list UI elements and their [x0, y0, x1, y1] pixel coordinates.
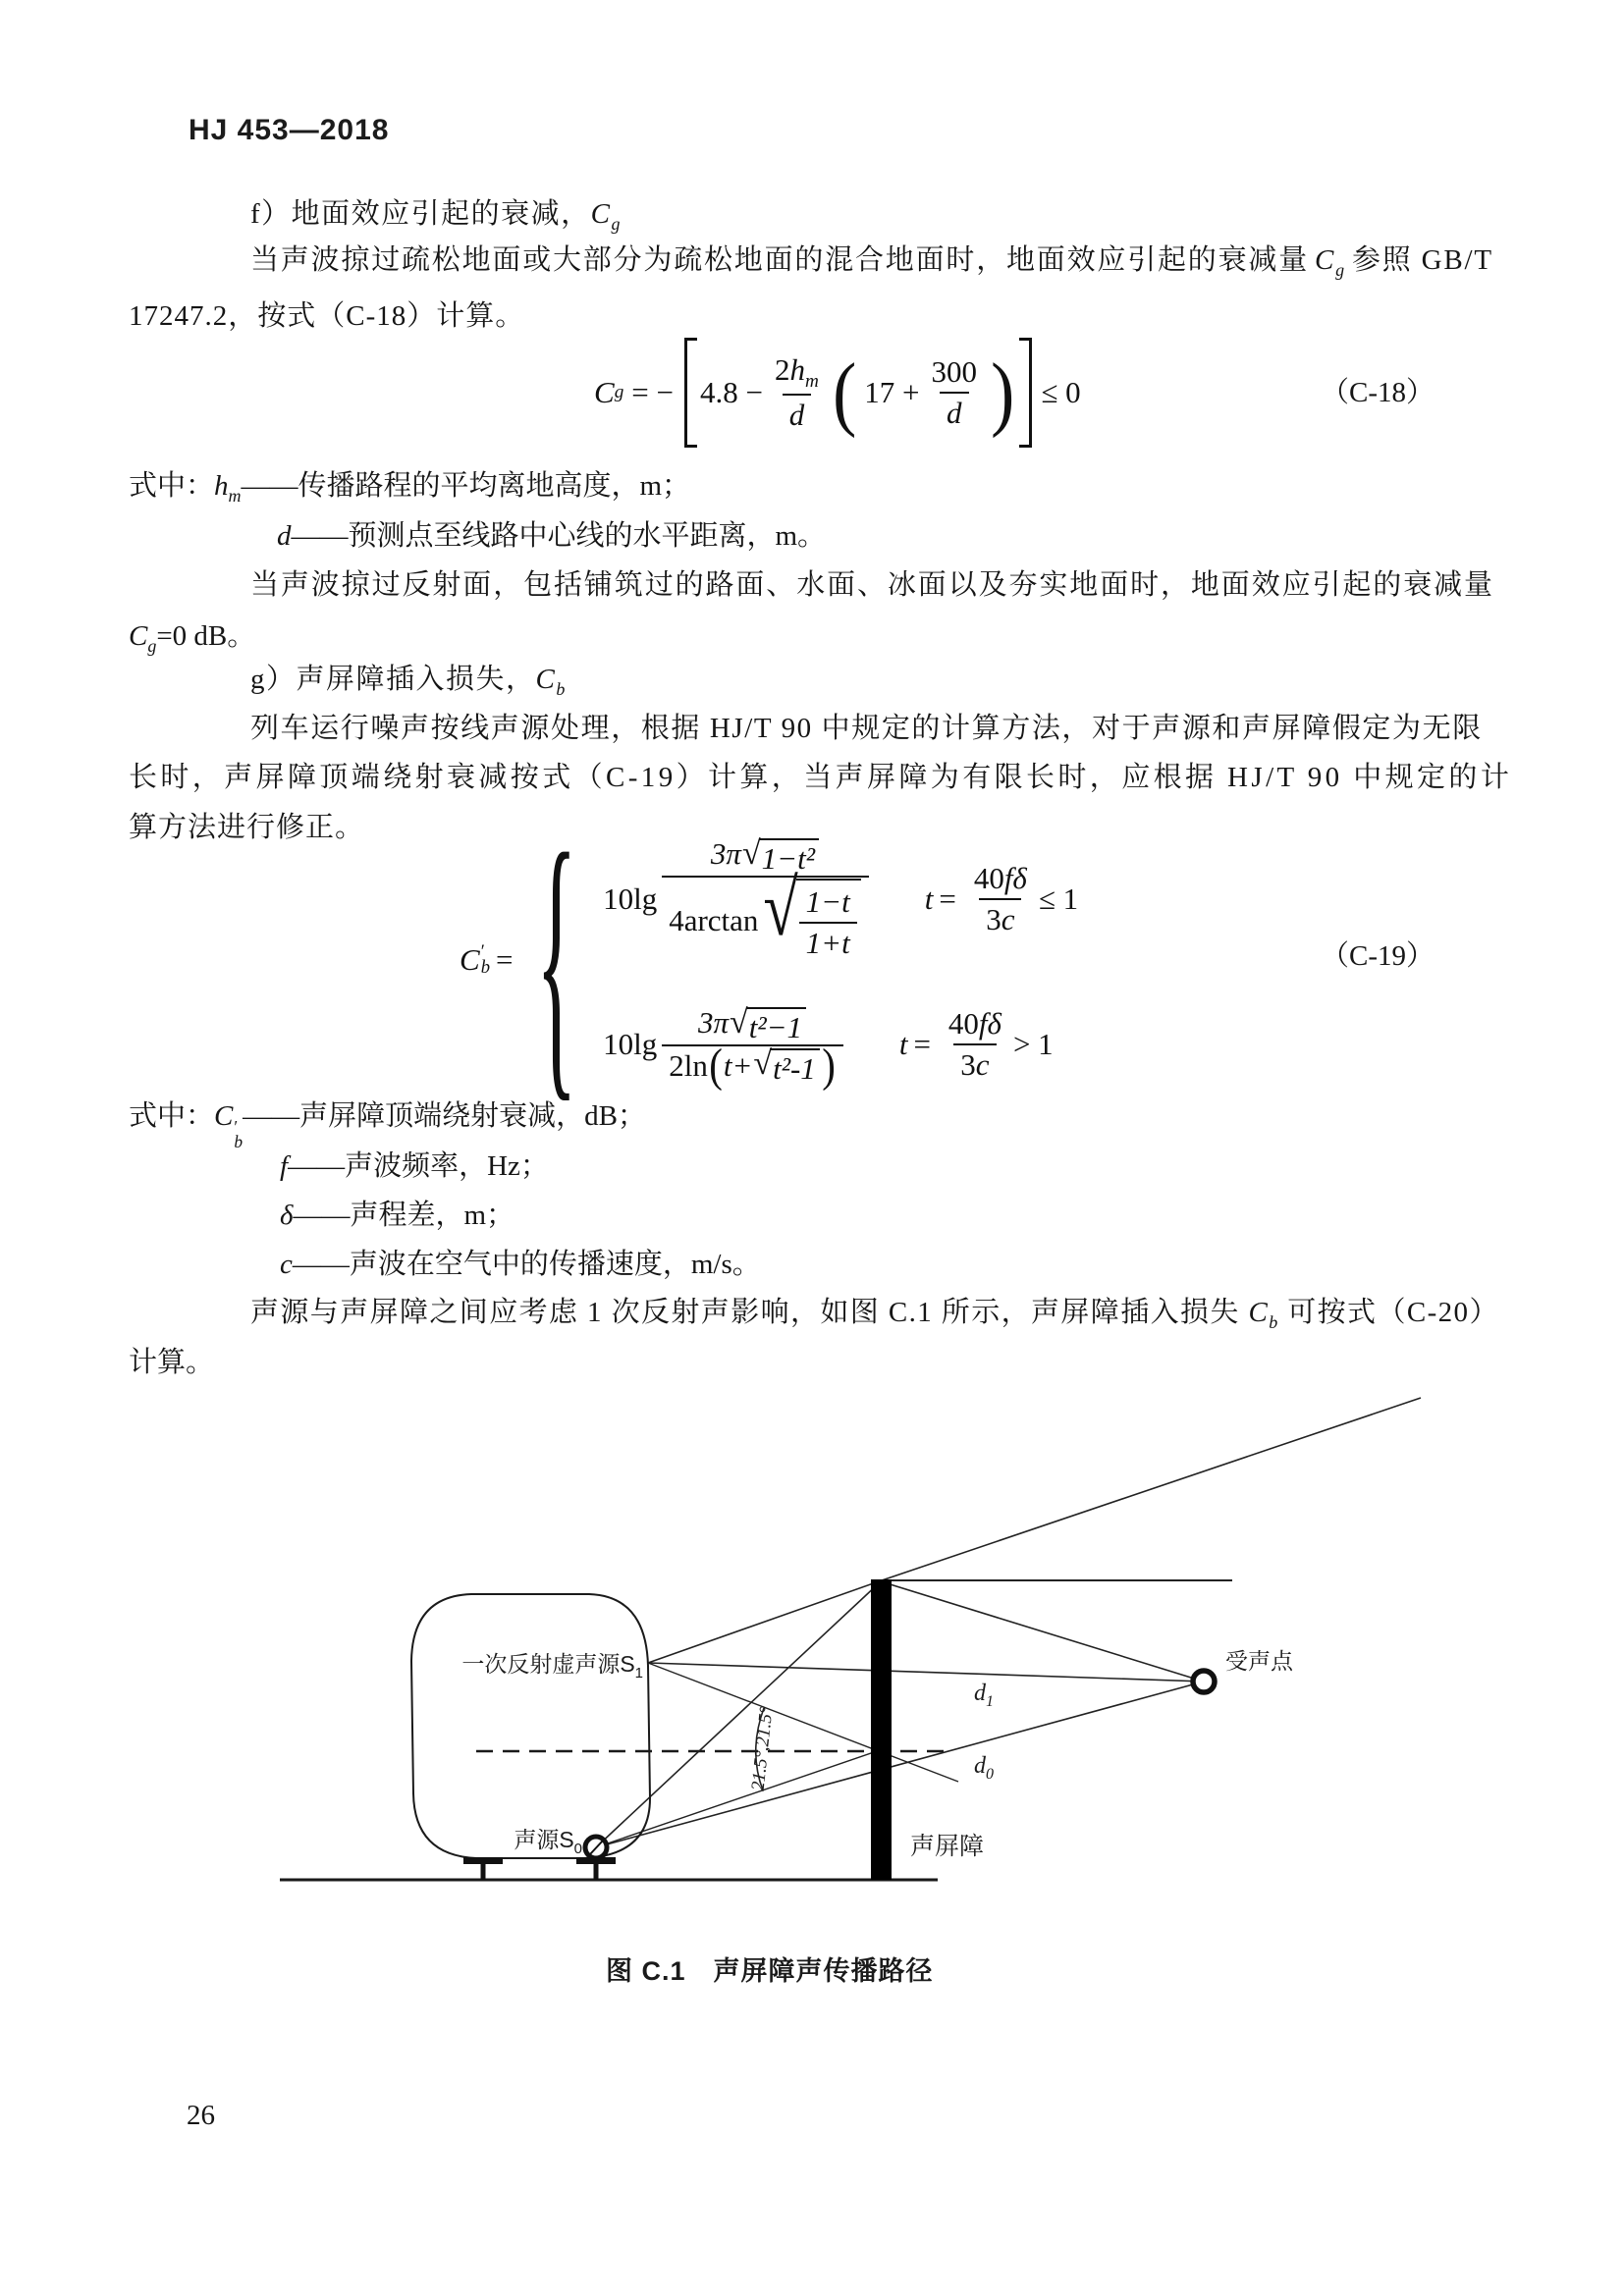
- case2-condition: t = $\frac{40f\delta}{3c}$ > 1: [899, 1004, 1054, 1085]
- sqrt-t2-1: √ t²−1: [730, 1007, 806, 1043]
- para-g-line1: 列车运行噪声按线声源处理，根据 HJ/T 90 中规定的计算方法，对于声源和声屏障假定为无限: [250, 713, 1483, 744]
- section-g-title: g）声屏障插入损失，$C_b$: [250, 664, 567, 699]
- figure-caption: 图 C.1 声屏障声传播路径: [606, 1956, 934, 1986]
- image-source-label: 一次反射虚声源$S_1$: [461, 1651, 643, 1682]
- case1-fraction: 3π √ 1−t² 4arctan √ $\frac{1-t}{1+t}$: [662, 834, 869, 964]
- para-f-line1: 当声波掠过疏松地面或大部分为疏松地面的混合地面时，地面效应引起的衰减量 $C_g$ 参照 GB/T: [250, 244, 1493, 280]
- c19-where-line4: c——声波在空气中的传播速度，m/s。: [280, 1249, 761, 1280]
- train-outline: [411, 1594, 650, 1858]
- wheel-left: [463, 1857, 503, 1864]
- c18-where-line3: 当声波掠过反射面，包括铺筑过的路面、水面、冰面以及夯实地面时，地面效应引起的衰减量: [250, 569, 1494, 601]
- ray-diffracted-up: [882, 1398, 1421, 1580]
- left-bracket: [684, 338, 697, 448]
- case1-condition: t = $\frac{40f\delta}{3c}$ ≤ 1: [925, 859, 1078, 939]
- page-header: HJ 453—2018: [189, 114, 390, 146]
- formula-c19-label: （C-19）: [1321, 940, 1435, 972]
- barrier-label: 声屏障: [910, 1833, 985, 1860]
- ray-s1-barrier-top: [648, 1580, 882, 1663]
- source-label: 声源$S_0$: [514, 1827, 582, 1857]
- sqrt-1-t2: √ 1−t²: [742, 838, 819, 875]
- ray-s0-reflection: [596, 1751, 877, 1847]
- para-ref-line1: 声源与声屏障之间应考虑 1 次反射声影响，如图 C.1 所示，声屏障插入损失 $C_b$ 可按式（C-20）: [250, 1297, 1499, 1332]
- cases: [603, 834, 1079, 1093]
- para-ref-line2: 计算。: [129, 1347, 215, 1378]
- sqrt-frac: √ $\frac{1-t}{1+t}$: [759, 879, 860, 963]
- receiver-label: 受声点: [1225, 1648, 1293, 1674]
- fraction-300-d: $\frac{300}{d}$: [925, 352, 985, 433]
- c18-where-line4: $C_g=0$ dB。: [129, 620, 256, 656]
- para-g-line3: 算方法进行修正。: [129, 812, 365, 843]
- c19-where-line1: 式中：C ′ b ——声屏障顶端绕射衰减，dB；: [129, 1100, 646, 1151]
- case-1: 10lg 3π √ 1−t² 4arctan √ $\frac{1-t}{1+t}$ t = $\frac{40f\delta}{3c}$ ≤ 1: [603, 834, 1078, 964]
- para-f-line2: 17247.2，按式（C-18）计算。: [129, 300, 525, 332]
- ray-barrier-top-receiver: [884, 1582, 1204, 1682]
- c19-where-line2: f——声波频率，Hz；: [280, 1150, 549, 1182]
- right-bracket: [1019, 338, 1032, 448]
- angle-label: 21.5°,21.5°: [747, 1705, 778, 1792]
- ray-s1-reflection: [648, 1663, 958, 1782]
- page-number: 26: [187, 2100, 215, 2131]
- formula-c19: C ′ b = { 10lg 3π √ 1−t² 4arctan √ $\frac{1-t}{1+t}$ t = $\frac{40f\delta}{3c}$ ≤ 1 10lg 3π √ t²−1 2ln ( t+ √ t²-1 ) t = $\frac{40f\delta}{3c}$ > 1: [460, 792, 1079, 1126]
- figure-diagram: [265, 1386, 1443, 1906]
- cases-brace: {: [536, 792, 578, 1126]
- ray-d0: [596, 1682, 1204, 1847]
- formula-c18: C g = − 4.8 − $\frac{2h_m}{d}$ ( 17 + $\frac{300}{d}$ ) ≤ 0: [594, 336, 1081, 450]
- sqrt-t2-1-inner: √ t²-1: [753, 1048, 819, 1085]
- c18-where-line2: d——预测点至线路中心线的水平距离，m。: [277, 520, 827, 552]
- case2-fraction: 3π √ t²−1 2ln ( t+ √ t²-1 ): [662, 1003, 843, 1086]
- para-g-line2: 长时，声屏障顶端绕射衰减按式（C-19）计算，当声屏障为有限长时，应根据 HJ/T 90 中规定的计: [129, 762, 1513, 793]
- sound-barrier: [871, 1579, 892, 1880]
- formula-c18-label: （C-18）: [1321, 377, 1435, 408]
- d1-label: $d_1$: [974, 1681, 994, 1710]
- c19-where-line3: δ——声程差，m；: [280, 1200, 515, 1231]
- case-2: 10lg 3π √ t²−1 2ln ( t+ √ t²-1 ) t = $\frac{40f\delta}{3c}$ > 1: [603, 1003, 1054, 1093]
- fraction-2hm-d: $\frac{2h_m}{d}$: [768, 350, 826, 435]
- section-f-title: f）地面效应引起的衰减，$C_g$: [250, 198, 622, 234]
- ray-d1: [648, 1663, 1204, 1682]
- d0-label: $d_0$: [974, 1753, 994, 1783]
- c18-where-line1: 式中：$h_m——$传播路程的平均离地高度，m；: [129, 470, 691, 506]
- receiver-point: [1193, 1671, 1215, 1692]
- prime-sub: ′ b: [480, 941, 490, 978]
